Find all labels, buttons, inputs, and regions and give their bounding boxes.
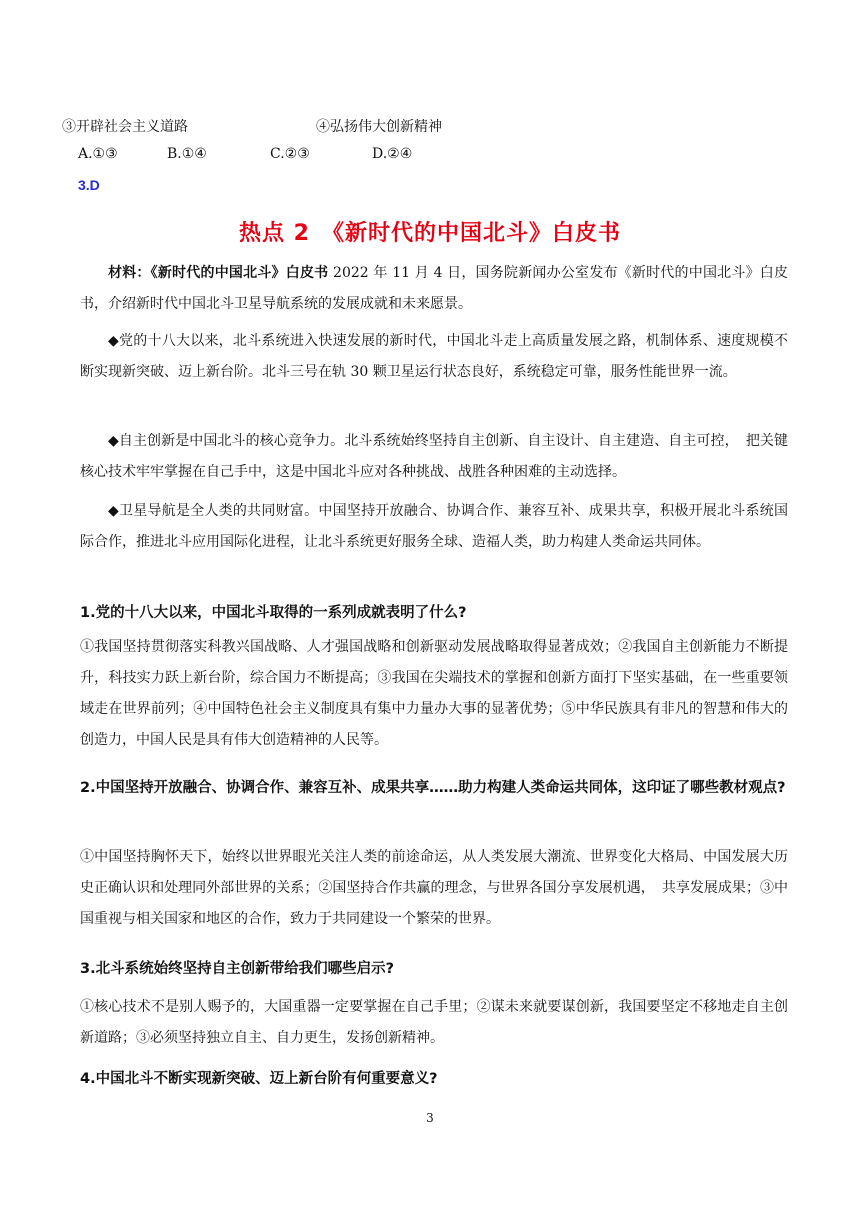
choice-b: B.①④ [167, 146, 207, 162]
question-1: 1.党的十八大以来，中国北斗取得的一系列成就表明了什么? [80, 605, 467, 621]
material-label: 材料：《新时代的中国北斗》白皮书 [108, 265, 329, 281]
question-4: 4.中国北斗不断实现新突破、迈上新台阶有何重要意义? [80, 1071, 438, 1087]
question-3: 3.北斗系统始终坚持自主创新带给我们哪些启示? [80, 961, 395, 977]
choice-d: D.②④ [372, 146, 413, 162]
bullet-paragraph-2: ◆自主创新是中国北斗的核心竞争力。北斗系统始终坚持自主创新、自主设计、自主建造、自主可控， 把关键核心技术牢牢掌握在自己手中，这是中国北斗应对各种挑战、战胜各种困难的主动选择。 [80, 433, 788, 480]
material-text: 2022 年 11 月 4 日，国务院新闻办公室发布《新时代的中国北斗》白皮书，介绍新时代中国北斗卫星导航系统的发展成就和未来愿景。 [80, 265, 788, 312]
bullet-paragraph-3: ◆卫星导航是全人类的共同财富。中国坚持开放融合、协调合作、兼容互补、成果共享，积极开展北斗系统国际合作，推进北斗应用国际化进程，让北斗系统更好服务全球、造福人类，助力构建人类命运共同体。 [80, 503, 788, 550]
choice-c: C.②③ [270, 146, 310, 162]
material-paragraph [80, 258, 788, 320]
bullet-paragraph-1: ◆党的十八大以来，北斗系统进入快速发展的新时代，中国北斗走上高质量发展之路，机制体系、速度规模不断实现新突破、迈上新台阶。北斗三号在轨 30 颗卫星运行状态良好，系统稳定可靠，服务性能世界一流。 [80, 333, 788, 380]
section-heading: 热点 2 《新时代的中国北斗》白皮书 [239, 221, 621, 246]
question-2: 2.中国坚持开放融合、协调合作、兼容互补、成果共享……助力构建人类命运共同体，这印证了哪些教材观点? [80, 780, 786, 796]
answer-2: ①中国坚持胸怀天下，始终以世界眼光关注人类的前途命运，从人类发展大潮流、世界变化大格局、中国发展大历史正确认识和处理同外部世界的关系；②国坚持合作共赢的理念，与世界各国分享发展机遇， 共享发展成果；③中国重视与相关国家和地区的合作，致力于共同建设一个繁荣的世界。 [80, 849, 788, 927]
option-item-3: ③开辟社会主义道路 [62, 119, 188, 135]
page-number: 3 [426, 1111, 434, 1125]
choice-a: A.①③ [78, 146, 118, 162]
answer-1: ①我国坚持贯彻落实科教兴国战略、人才强国战略和创新驱动发展战略取得显著成效；②我国自主创新能力不断提升，科技实力跃上新台阶，综合国力不断提高；③我国在尖端技术的掌握和创新方面打下坚实基础，在一些重要领域走在世界前列；④中国特色社会主义制度具有集中力量办大事的显著优势；⑤中华民族具有非凡的智慧和伟大的创造力，中国人民是具有伟大创造精神的人民等。 [80, 639, 788, 748]
answer-3: ①核心技术不是别人赐予的，大国重器一定要掌握在自己手里；②谋未来就要谋创新，我国要坚定不移地走自主创新道路；③必须坚持独立自主、自力更生，发扬创新精神。 [80, 999, 788, 1046]
answer-label: 3.D [78, 177, 100, 193]
option-item-4: ④弘扬伟大创新精神 [316, 119, 442, 135]
